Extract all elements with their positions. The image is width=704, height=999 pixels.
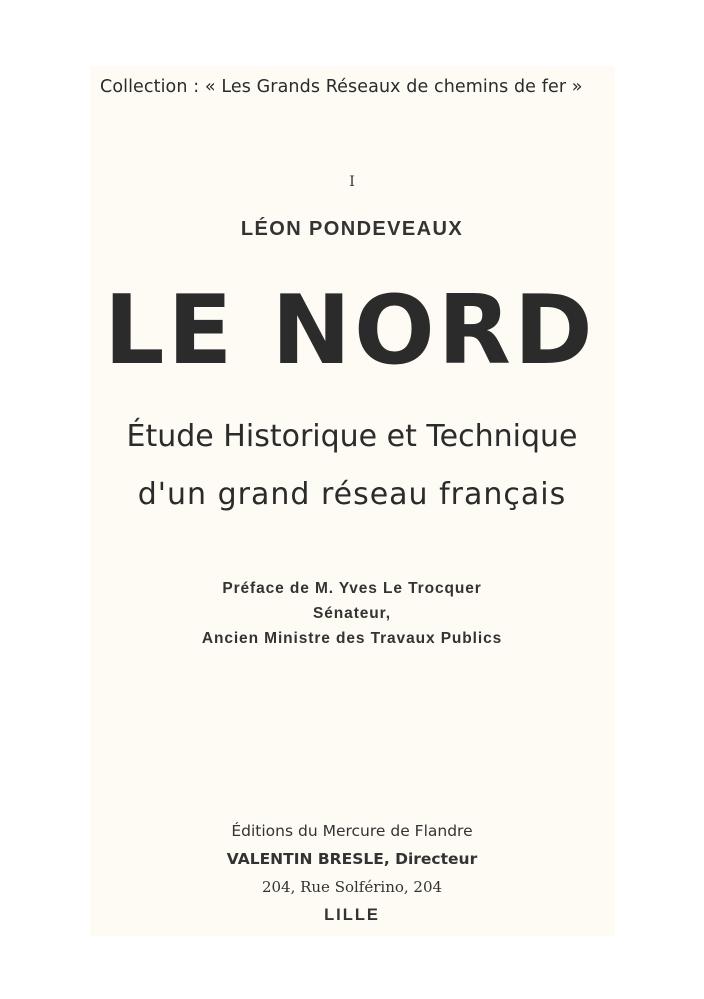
publisher-city: LILLE [324,906,380,924]
volume-number: I [349,174,355,190]
book-title: LE NORD [104,276,596,386]
author-name: LÉON PONDEVEAUX [240,218,464,240]
collection-line: Collection : « Les Grands Réseaux de chemins de fer » [100,77,583,97]
subtitle-line-2: d'un grand réseau français [137,477,567,512]
preface-line-1: Préface de M. Yves Le Trocquer [222,580,482,597]
publisher-director: VALENTIN BRESLE, Directeur [226,850,478,868]
publisher-name: Éditions du Mercure de Flandre [231,822,473,840]
subtitle-line-1: Étude Historique et Technique [126,419,578,454]
preface-line-3: Ancien Ministre des Travaux Publics [201,630,503,647]
publisher-address: 204, Rue Solférino, 204 [261,878,443,896]
preface-line-2: Sénateur, [313,605,391,622]
